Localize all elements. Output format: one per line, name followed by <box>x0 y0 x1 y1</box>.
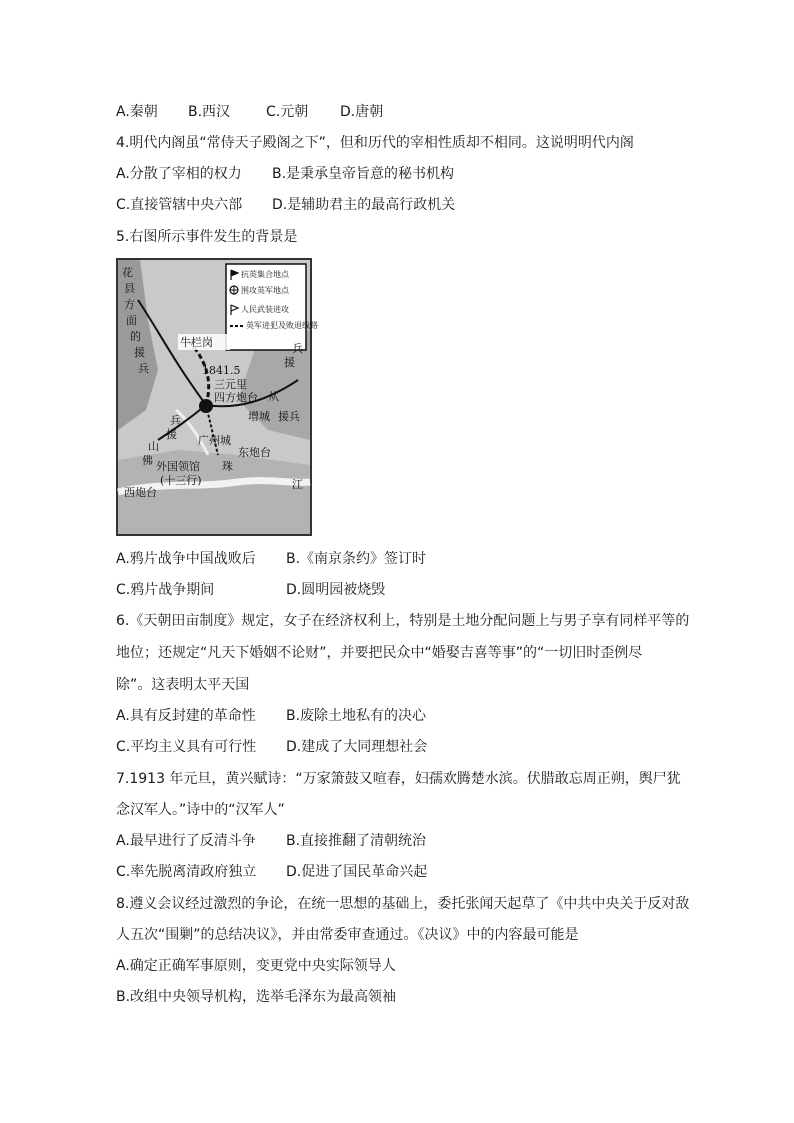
option-d: D.圆明园被烧毁 <box>286 582 386 598</box>
option-a: A.分散了宰相的权力 <box>116 166 242 182</box>
svg-text:援: 援 <box>166 428 177 441</box>
option-a: A.具有反封建的革命性 <box>116 708 256 724</box>
option-d: D.建成了大同理想社会 <box>286 739 428 755</box>
svg-text:援: 援 <box>284 356 295 369</box>
label-waiguo: 外国领馆 <box>156 460 200 473</box>
svg-text:面: 面 <box>126 314 137 327</box>
sanyuanli-marker <box>199 399 213 413</box>
svg-text:佛: 佛 <box>142 454 153 467</box>
label-niulangang: 牛栏岗 <box>180 336 213 349</box>
svg-text:山: 山 <box>148 440 159 453</box>
option-d: D.是辅助君主的最高行政机关 <box>272 197 456 213</box>
svg-text:援兵: 援兵 <box>278 410 300 423</box>
option-d: D.促进了国民革命兴起 <box>286 864 428 880</box>
legend-item-2: 围攻英军地点 <box>241 286 289 295</box>
option-b: B.西汉 <box>188 104 231 120</box>
label-shisanhang: (十三行) <box>160 474 202 487</box>
svg-text:的: 的 <box>130 330 141 343</box>
option-d: D.唐朝 <box>340 104 384 120</box>
question-4-stem: 4.明代内阁虽“常侍天子殿阁之下”，但和历代的宰相性质却不相同。这说明明代内阁 <box>116 135 634 151</box>
legend-item-1: 抗英集合地点 <box>241 270 289 279</box>
option-a: A.确定正确军事原则，变更党中央实际领导人 <box>116 958 396 974</box>
label-zengcheng: 增城 <box>248 410 270 423</box>
svg-text:县: 县 <box>124 282 135 295</box>
map-svg <box>118 260 318 534</box>
option-b: B.改组中央领导机构，选举毛泽东为最高领袖 <box>116 989 397 1005</box>
option-b: B.《南京条约》签订时 <box>286 551 427 567</box>
svg-text:兵: 兵 <box>170 414 181 427</box>
svg-text:兵: 兵 <box>138 362 149 375</box>
label-sanyuanli: 三元里 <box>214 378 247 391</box>
svg-text:方: 方 <box>124 298 135 311</box>
option-a: A.最早进行了反清斗争 <box>116 833 256 849</box>
option-c: C.直接管辖中央六部 <box>116 197 243 213</box>
question-7-line-1: 7.1913 年元旦，黄兴赋诗：“万家箫鼓又喧春，妇孺欢腾楚水滨。伏腊敢忘周正朔，舆尸犹 <box>116 771 681 787</box>
option-b: B.是秉承皇帝旨意的秘书机构 <box>272 166 455 182</box>
question-6-line-1: 6.《天朝田亩制度》规定，女子在经济权利上，特别是土地分配问题上与男子享有同样平等的 <box>116 613 690 629</box>
legend-item-3: 人民武装进攻 <box>241 305 289 314</box>
option-c: C.率先脱离清政府独立 <box>116 864 257 880</box>
question-6-line-3: 除”。这表明太平天国 <box>116 677 250 693</box>
question-8-line-1: 8.遵义会议经过激烈的争论，在统一思想的基础上，委托张闻天起草了《中共中央关于反对敌 <box>116 896 690 912</box>
label-jiang: 江 <box>292 478 303 491</box>
option-c: C.平均主义具有可行性 <box>116 739 257 755</box>
map-figure <box>116 258 318 536</box>
label-xipaotai: 西炮台 <box>124 486 157 499</box>
option-a: A.鸦片战争中国战败后 <box>116 551 256 567</box>
question-6-line-2: 地位；还规定“凡天下婚姻不论财”，并要把民众中“婚娶吉喜等事”的“一切旧时歪例尽 <box>116 645 643 661</box>
option-b: B.废除土地私有的决心 <box>286 708 427 724</box>
svg-text:从: 从 <box>268 390 279 403</box>
question-8-line-2: 人五次“围剿”的总结决议》，并由常委审查通过。《决议》中的内容最可能是 <box>116 927 579 943</box>
question-5-stem: 5.右图所示事件发生的背景是 <box>116 229 298 245</box>
svg-text:兵: 兵 <box>292 342 303 355</box>
legend-item-4: 英军进犯及败退线路 <box>246 321 318 330</box>
option-b: B.直接推翻了清朝统治 <box>286 833 427 849</box>
question-7-line-2: 念汉军人。”诗中的“汉军人” <box>116 802 285 818</box>
label-dongpaotai: 东炮台 <box>238 446 271 459</box>
label-zhu: 珠 <box>222 460 233 473</box>
option-c: C.鸦片战争期间 <box>116 582 215 598</box>
label-sifang: 四方炮台 <box>214 391 258 404</box>
label-guangzhou: 广州城 <box>198 434 231 447</box>
label-huaxian-1: 花 <box>122 266 133 279</box>
label-date: 1841.5 <box>202 364 241 377</box>
svg-text:援: 援 <box>134 346 145 359</box>
option-c: C.元朝 <box>266 104 309 120</box>
option-a: A.秦朝 <box>116 104 158 120</box>
